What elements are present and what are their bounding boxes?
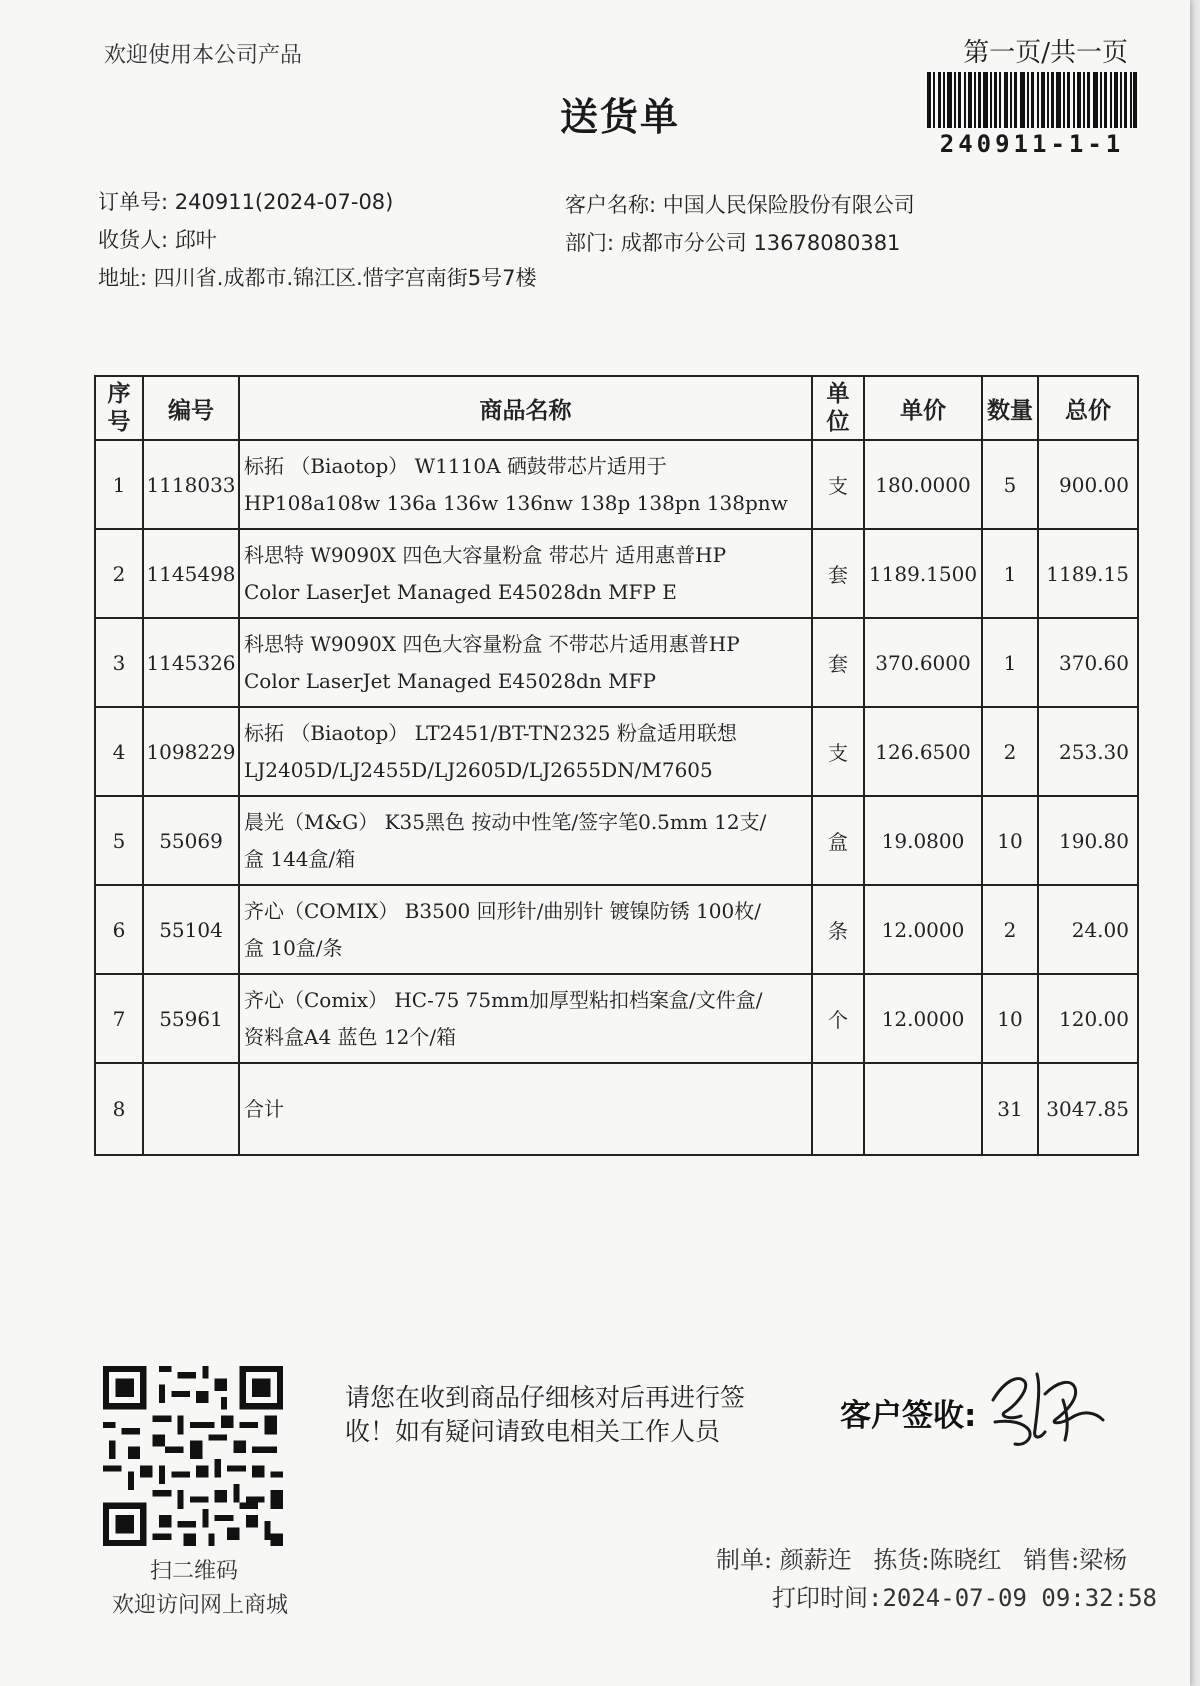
order-number-label: 订单号: <box>98 190 169 214</box>
row-total: 900.00 <box>1038 440 1138 529</box>
table-row <box>95 440 1138 529</box>
address-value: 四川省.成都市.锦江区.惜字宫南街5号7楼 <box>153 266 537 290</box>
row-price: 12.0000 <box>864 885 982 974</box>
row-unit: 个 <box>812 974 864 1063</box>
row-name: 齐心（Comix） HC-75 75mm加厚型粘扣档案盒/文件盒/ 资料盒A4 蓝色 12个/箱 <box>239 974 812 1063</box>
row-code: 1118033 <box>143 440 239 529</box>
receiver-label: 收货人: <box>98 228 169 252</box>
customer-name-value: 中国人民保险股份有限公司 <box>662 193 915 217</box>
header-price: 单价 <box>864 376 982 440</box>
total-price-empty <box>864 1063 982 1155</box>
receiver-value: 邱叶 <box>174 228 217 252</box>
row-name: 标拓 （Biaotop） LT2451/BT-TN2325 粉盒适用联想 LJ2405D/LJ2455D/LJ2605D/LJ2655DN/M7605 <box>239 707 812 796</box>
items-table <box>94 375 1139 1156</box>
total-seq: 8 <box>95 1063 143 1155</box>
row-unit: 盒 <box>812 796 864 885</box>
row-total: 253.30 <box>1038 707 1138 796</box>
table-row <box>95 796 1138 885</box>
row-code: 55069 <box>143 796 239 885</box>
table-row <box>95 618 1138 707</box>
qr-caption-scan: 扫二维码 <box>149 1559 238 1584</box>
qr-code-icon <box>103 1366 283 1546</box>
row-price: 370.6000 <box>864 618 982 707</box>
customer-sign-label: 客户签收: <box>840 1398 977 1434</box>
row-name: 标拓 （Biaotop） W1110A 硒鼓带芯片适用于 HP108a108w 136a 136w 136nw 138p 138pn 138pnw <box>239 440 812 529</box>
row-code: 55104 <box>143 885 239 974</box>
welcome-text: 欢迎使用本公司产品 <box>104 43 303 68</box>
address-label: 地址: <box>98 266 148 290</box>
row-seq: 2 <box>95 529 143 618</box>
row-code: 55961 <box>143 974 239 1063</box>
row-price: 19.0800 <box>864 796 982 885</box>
address <box>98 262 537 292</box>
header-unit: 单 位 <box>812 376 864 440</box>
total-qty: 31 <box>982 1063 1038 1155</box>
table-row <box>95 529 1138 618</box>
barcode-icon <box>927 72 1137 128</box>
table-row <box>95 707 1138 796</box>
header-total: 总价 <box>1038 376 1138 440</box>
qr-caption-mall: 欢迎访问网上商城 <box>111 1593 288 1618</box>
row-qty: 1 <box>982 529 1038 618</box>
row-qty: 1 <box>982 618 1038 707</box>
row-price: 1189.1500 <box>864 529 982 618</box>
row-total: 1189.15 <box>1038 529 1138 618</box>
page-indicator: 第一页/共一页 <box>963 38 1128 68</box>
row-price: 180.0000 <box>864 440 982 529</box>
document-title: 送货单 <box>559 94 680 139</box>
row-code: 1145326 <box>143 618 239 707</box>
row-name: 科思特 W9090X 四色大容量粉盒 带芯片 适用惠普HP Color LaserJet Managed E45028dn MFP E <box>239 529 812 618</box>
total-amount: 3047.85 <box>1038 1063 1138 1155</box>
header-qty: 数量 <box>982 376 1038 440</box>
row-total: 190.80 <box>1038 796 1138 885</box>
staff-line <box>716 1540 1141 1575</box>
total-code-empty <box>143 1063 239 1155</box>
row-code: 1098229 <box>143 707 239 796</box>
header-seq: 序 号 <box>95 376 143 440</box>
department-label: 部门: <box>565 231 615 255</box>
header-code: 编号 <box>143 376 239 440</box>
sales-text: 销售:梁杨 <box>1023 1546 1128 1574</box>
table-header-row <box>95 376 1138 440</box>
row-total: 24.00 <box>1038 885 1138 974</box>
row-seq: 1 <box>95 440 143 529</box>
row-name: 齐心（COMIX） B3500 回形针/曲别针 镀镍防锈 100枚/ 盒 10盒/条 <box>239 885 812 974</box>
row-qty: 2 <box>982 707 1038 796</box>
picker-text: 拣货:陈晓红 <box>873 1546 1002 1574</box>
row-seq: 7 <box>95 974 143 1063</box>
total-unit-empty <box>812 1063 864 1155</box>
row-unit: 套 <box>812 618 864 707</box>
row-price: 126.6500 <box>864 707 982 796</box>
row-seq: 5 <box>95 796 143 885</box>
row-seq: 6 <box>95 885 143 974</box>
row-total: 370.60 <box>1038 618 1138 707</box>
order-number-value: 240911(2024-07-08) <box>174 190 394 214</box>
row-name: 科思特 W9090X 四色大容量粉盒 不带芯片适用惠普HP Color LaserJet Managed E45028dn MFP <box>239 618 812 707</box>
row-unit: 条 <box>812 885 864 974</box>
row-name: 晨光（M&G） K35黑色 按动中性笔/签字笔0.5mm 12支/ 盒 144盒/箱 <box>239 796 812 885</box>
handwritten-signature <box>985 1360 1115 1460</box>
row-total: 120.00 <box>1038 974 1138 1063</box>
row-qty: 10 <box>982 796 1038 885</box>
sign-notice: 请您在收到商品仔细核对后再进行签收！如有疑问请致电相关工作人员 <box>345 1383 746 1446</box>
total-label: 合计 <box>239 1063 812 1155</box>
maker-text: 制单: 颜薪迕 <box>716 1546 852 1574</box>
row-unit: 套 <box>812 529 864 618</box>
table-row <box>95 974 1138 1063</box>
row-seq: 3 <box>95 618 143 707</box>
total-row <box>95 1063 1138 1155</box>
header-name: 商品名称 <box>239 376 812 440</box>
row-unit: 支 <box>812 707 864 796</box>
row-qty: 5 <box>982 440 1038 529</box>
row-price: 12.0000 <box>864 974 982 1063</box>
row-unit: 支 <box>812 440 864 529</box>
barcode-number: 240911-1-1 <box>939 130 1125 158</box>
row-qty: 2 <box>982 885 1038 974</box>
row-qty: 10 <box>982 974 1038 1063</box>
print-time: 打印时间:2024-07-09 09:32:58 <box>772 1584 1157 1612</box>
receiver <box>98 224 217 254</box>
department <box>565 227 900 257</box>
customer-name-label: 客户名称: <box>565 193 657 217</box>
table-row <box>95 885 1138 974</box>
customer-name <box>565 189 915 219</box>
row-code: 1145498 <box>143 529 239 618</box>
department-value: 成都市分公司 13678080381 <box>620 231 901 255</box>
order-number <box>98 186 393 216</box>
row-seq: 4 <box>95 707 143 796</box>
